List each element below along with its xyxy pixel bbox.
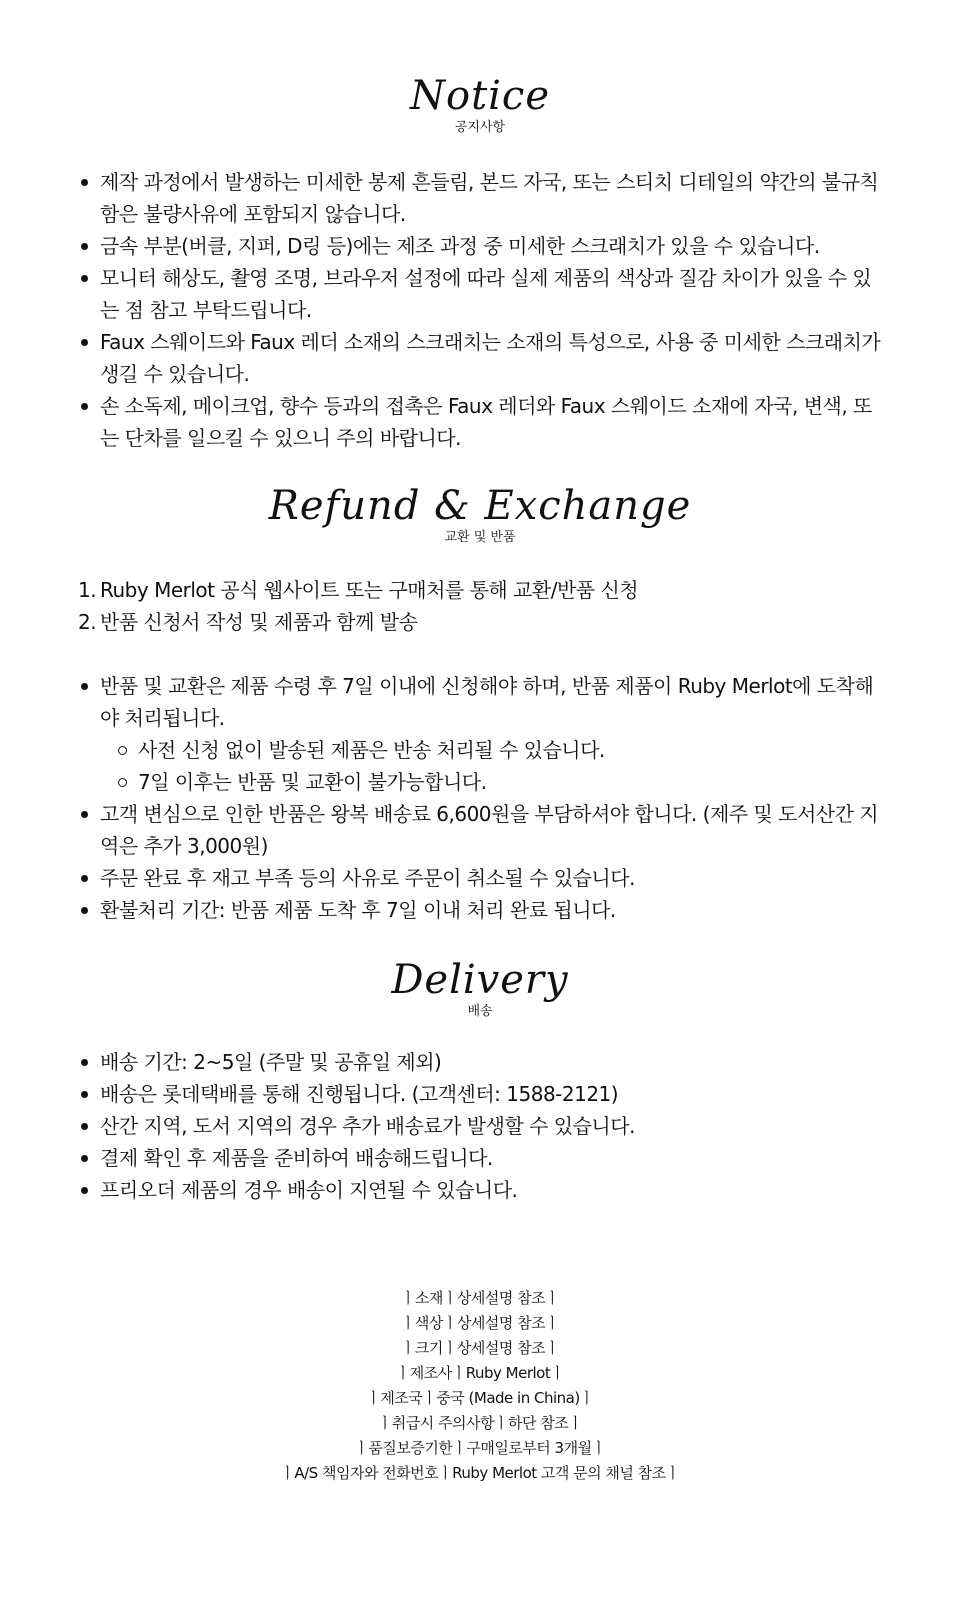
footer-line: ㅣ제조국ㅣ중국 (Made in China)ㅣ <box>366 1389 594 1407</box>
delivery-item: 프리오더 제품의 경우 배송이 지연될 수 있습니다. <box>78 1174 888 1206</box>
refund-sublist <box>78 734 888 798</box>
refund-item-text: 반품 및 교환은 제품 수령 후 7일 이내에 신청해야 하며, 반품 제품이 Ruby Merlot에 도착해야 처리됩니다. <box>100 674 874 730</box>
notice-subtitle: 공지사항 <box>454 120 506 135</box>
refund-item <box>78 670 888 798</box>
delivery-item: 배송은 롯데택배를 통해 진행됩니다. (고객센터: 1588-2121) <box>78 1078 888 1110</box>
delivery-list <box>78 1046 888 1206</box>
delivery-list-block <box>78 1046 888 1206</box>
refund-subtitle: 교환 및 반품 <box>444 530 516 545</box>
notice-item: 금속 부분(버클, 지퍼, D링 등)에는 제조 과정 중 미세한 스크래치가 있을 수 있습니다. <box>78 230 888 262</box>
step-number: 2. <box>78 610 97 634</box>
refund-list-block <box>78 670 888 926</box>
refund-item: 환불처리 기간: 반품 제품 도착 후 7일 이내 처리 완료 됩니다. <box>78 894 888 926</box>
delivery-subtitle: 배송 <box>467 1004 493 1019</box>
step-text: Ruby Merlot 공식 웹사이트 또는 구매처를 통해 교환/반품 신청 <box>100 578 639 602</box>
delivery-title: Delivery <box>391 957 569 1003</box>
refund-title: Refund & Exchange <box>268 483 692 529</box>
notice-item: 모니터 해상도, 촬영 조명, 브라우저 설정에 따라 실제 제품의 색상과 질감 차이가 있을 수 있는 점 참고 부탁드립니다. <box>78 262 888 326</box>
footer-line: ㅣ제조사ㅣRuby Merlotㅣ <box>395 1364 565 1382</box>
refund-steps <box>78 574 888 638</box>
notice-title: Notice <box>409 73 551 119</box>
refund-step <box>78 574 888 606</box>
delivery-item: 배송 기간: 2~5일 (주말 및 공휴일 제외) <box>78 1046 888 1078</box>
refund-item: 고객 변심으로 인한 반품은 왕복 배송료 6,600원을 부담하셔야 합니다. (제주 및 도서산간 지역은 추가 3,000원) <box>78 798 888 862</box>
step-text: 반품 신청서 작성 및 제품과 함께 발송 <box>100 610 418 634</box>
notice-item: 제작 과정에서 발생하는 미세한 봉제 흔들림, 본드 자국, 또는 스티치 디테일의 약간의 불규칙함은 불량사유에 포함되지 않습니다. <box>78 166 888 230</box>
footer-line: ㅣ취급시 주의사항ㅣ하단 참조ㅣ <box>377 1414 583 1432</box>
refund-item: 주문 완료 후 재고 부족 등의 사유로 주문이 취소될 수 있습니다. <box>78 862 888 894</box>
notice-item: 손 소독제, 메이크업, 향수 등과의 접촉은 Faux 레더와 Faux 스웨이드 소재에 자국, 변색, 또는 단차를 일으킬 수 있으니 주의 바랍니다. <box>78 390 888 454</box>
notice-header <box>0 74 960 136</box>
notice-list <box>78 166 888 454</box>
footer-line: ㅣA/S 책임자와 전화번호ㅣRuby Merlot 고객 문의 채널 참조ㅣ <box>280 1464 680 1482</box>
delivery-item: 산간 지역, 도서 지역의 경우 추가 배송료가 발생할 수 있습니다. <box>78 1110 888 1142</box>
product-info-footer <box>0 1286 960 1486</box>
refund-step <box>78 606 888 638</box>
footer-line: ㅣ색상ㅣ상세설명 참조ㅣ <box>400 1314 560 1332</box>
footer-line: ㅣ소재ㅣ상세설명 참조ㅣ <box>400 1289 560 1307</box>
notice-item: Faux 스웨이드와 Faux 레더 소재의 스크래치는 소재의 특성으로, 사용 중 미세한 스크래치가 생길 수 있습니다. <box>78 326 888 390</box>
refund-subitem: 사전 신청 없이 발송된 제품은 반송 처리될 수 있습니다. <box>118 734 888 766</box>
refund-steps-block <box>78 574 888 638</box>
footer-line: ㅣ크기ㅣ상세설명 참조ㅣ <box>400 1339 560 1357</box>
delivery-item: 결제 확인 후 제품을 준비하여 배송해드립니다. <box>78 1142 888 1174</box>
notice-list-block <box>78 166 888 454</box>
delivery-header <box>0 958 960 1020</box>
footer-line: ㅣ품질보증기한ㅣ구매일로부터 3개월ㅣ <box>354 1439 606 1457</box>
refund-list <box>78 670 888 926</box>
step-number: 1. <box>78 578 97 602</box>
refund-subitem: 7일 이후는 반품 및 교환이 불가능합니다. <box>118 766 888 798</box>
refund-header <box>0 484 960 546</box>
